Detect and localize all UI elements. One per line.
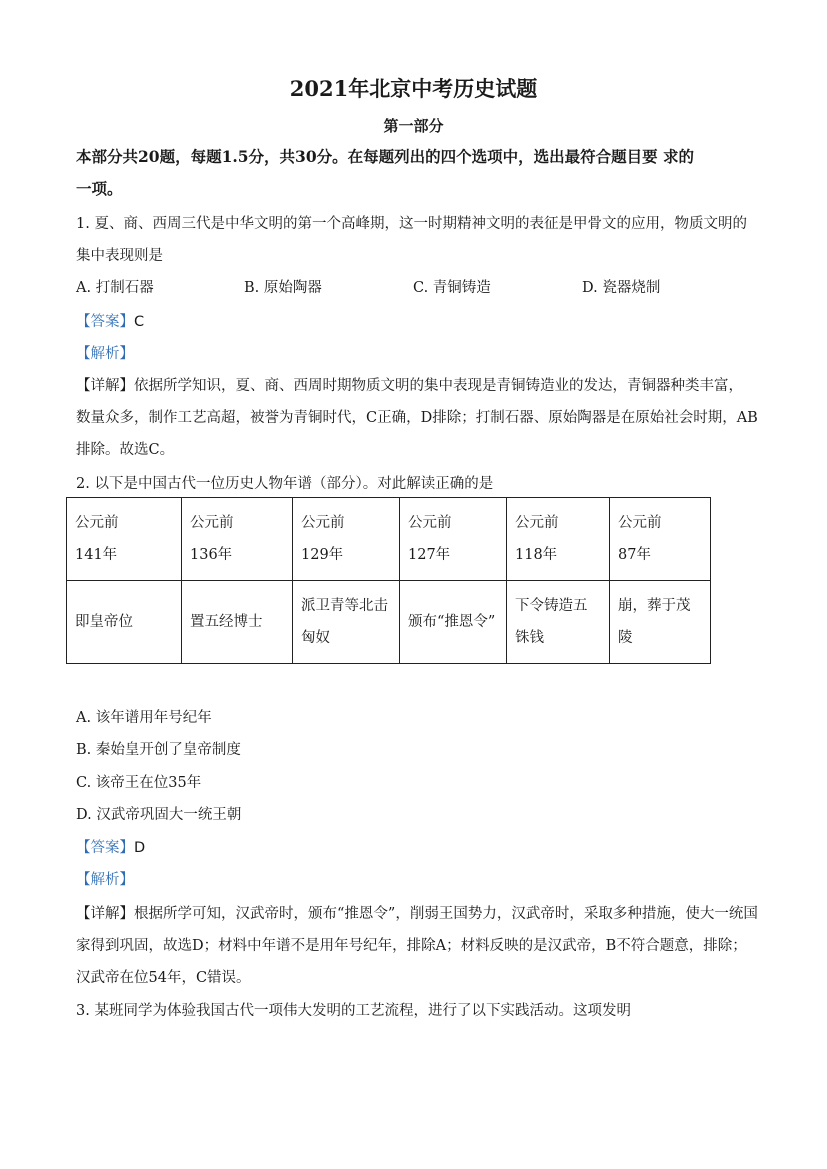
answer-tag: 【答案】	[76, 314, 134, 330]
table-cell: 公元前 127年	[400, 498, 507, 581]
table-cell: 公元前 129年	[293, 498, 400, 581]
q2-option-c: C. 该帝王在位35年	[76, 775, 202, 791]
table-cell: 公元前 136年	[182, 498, 293, 581]
table-cell: 公元前 118年	[507, 498, 610, 581]
detail-tag: 【详解】	[76, 906, 134, 922]
q1-option-a: A. 打制石器	[76, 280, 154, 296]
q1-option-c: C. 青铜铸造	[413, 280, 491, 296]
q1-detail-line-3: 排除。故选C。	[76, 442, 175, 458]
table-cell: 颁布“推恩令”	[400, 581, 507, 664]
q2-detail-line-3: 汉武帝在位54年，C错误。	[76, 970, 251, 986]
q2-option-d: D. 汉武帝巩固大一统王朝	[76, 807, 242, 823]
detail-text: 依据所学知识，夏、商、西周时期物质文明的集中表现是青铜铸造业的发达，青铜器种类丰富，	[134, 378, 743, 394]
section-heading: 第一部分	[383, 117, 444, 135]
q2-answer-line	[76, 836, 145, 857]
detail-tag: 【详解】	[76, 378, 134, 394]
q2-stem: 2. 以下是中国古代一位历史人物年谱（部分）。对此解读正确的是	[76, 476, 494, 492]
table-cell: 公元前 87年	[610, 498, 711, 581]
table-cell: 公元前 141年	[67, 498, 182, 581]
table-row-events	[67, 581, 711, 664]
q1-detail-line-1	[76, 374, 743, 395]
q1-answer-line	[76, 310, 144, 331]
table-cell: 崩，葬于茂陵	[610, 581, 711, 664]
table-cell: 下令铸造五 铢钱	[507, 581, 610, 664]
chronology-table	[66, 497, 711, 664]
detail-text: 根据所学可知，汉武帝时，颁布“推恩令”，削弱王国势力，汉武帝时，采取多种措施，使大一统国	[134, 906, 758, 922]
answer-value: C	[134, 314, 145, 330]
instructions-line-2: 一项。	[76, 179, 123, 198]
table-cell: 即皇帝位	[67, 581, 182, 664]
table-cell: 置五经博士	[182, 581, 293, 664]
q2-detail-line-2: 家得到巩固，故选D；材料中年谱不是用年号纪年，排除A；材料反映的是汉武帝，B不符合题意，排除；	[76, 938, 747, 954]
q3-stem: 3. 某班同学为体验我国古代一项伟大发明的工艺流程，进行了以下实践活动。这项发明	[76, 1003, 631, 1019]
q1-option-b: B. 原始陶器	[244, 280, 322, 296]
q1-stem-line-2: 集中表现则是	[76, 248, 163, 264]
q1-detail-line-2: 数量众多，制作工艺高超，被誉为青铜时代，C正确，D排除；打制石器、原始陶器是在原始社会时期，AB	[76, 410, 758, 426]
q1-analysis-tag: 【解析】	[76, 346, 134, 362]
q1-stem-line-1: 1. 夏、商、西周三代是中华文明的第一个高峰期，这一时期精神文明的表征是甲骨文的应用，物质文明的	[76, 216, 747, 232]
q2-option-a: A. 该年谱用年号纪年	[76, 710, 212, 726]
answer-value: D	[134, 840, 146, 856]
q2-option-b: B. 秦始皇开创了皇帝制度	[76, 742, 241, 758]
table-cell: 派卫青等北击 匈奴	[293, 581, 400, 664]
instructions-line-1: 本部分共20题，每题1.5分，共30分。在每题列出的四个选项中，选出最符合题目要 求的	[76, 147, 695, 166]
q1-option-d: D. 瓷器烧制	[582, 280, 661, 296]
q2-analysis-tag: 【解析】	[76, 872, 134, 888]
page-title: 2021年北京中考历史试题	[289, 76, 538, 101]
q2-detail-line-1	[76, 902, 758, 923]
table-row-years	[67, 498, 711, 581]
answer-tag: 【答案】	[76, 840, 134, 856]
